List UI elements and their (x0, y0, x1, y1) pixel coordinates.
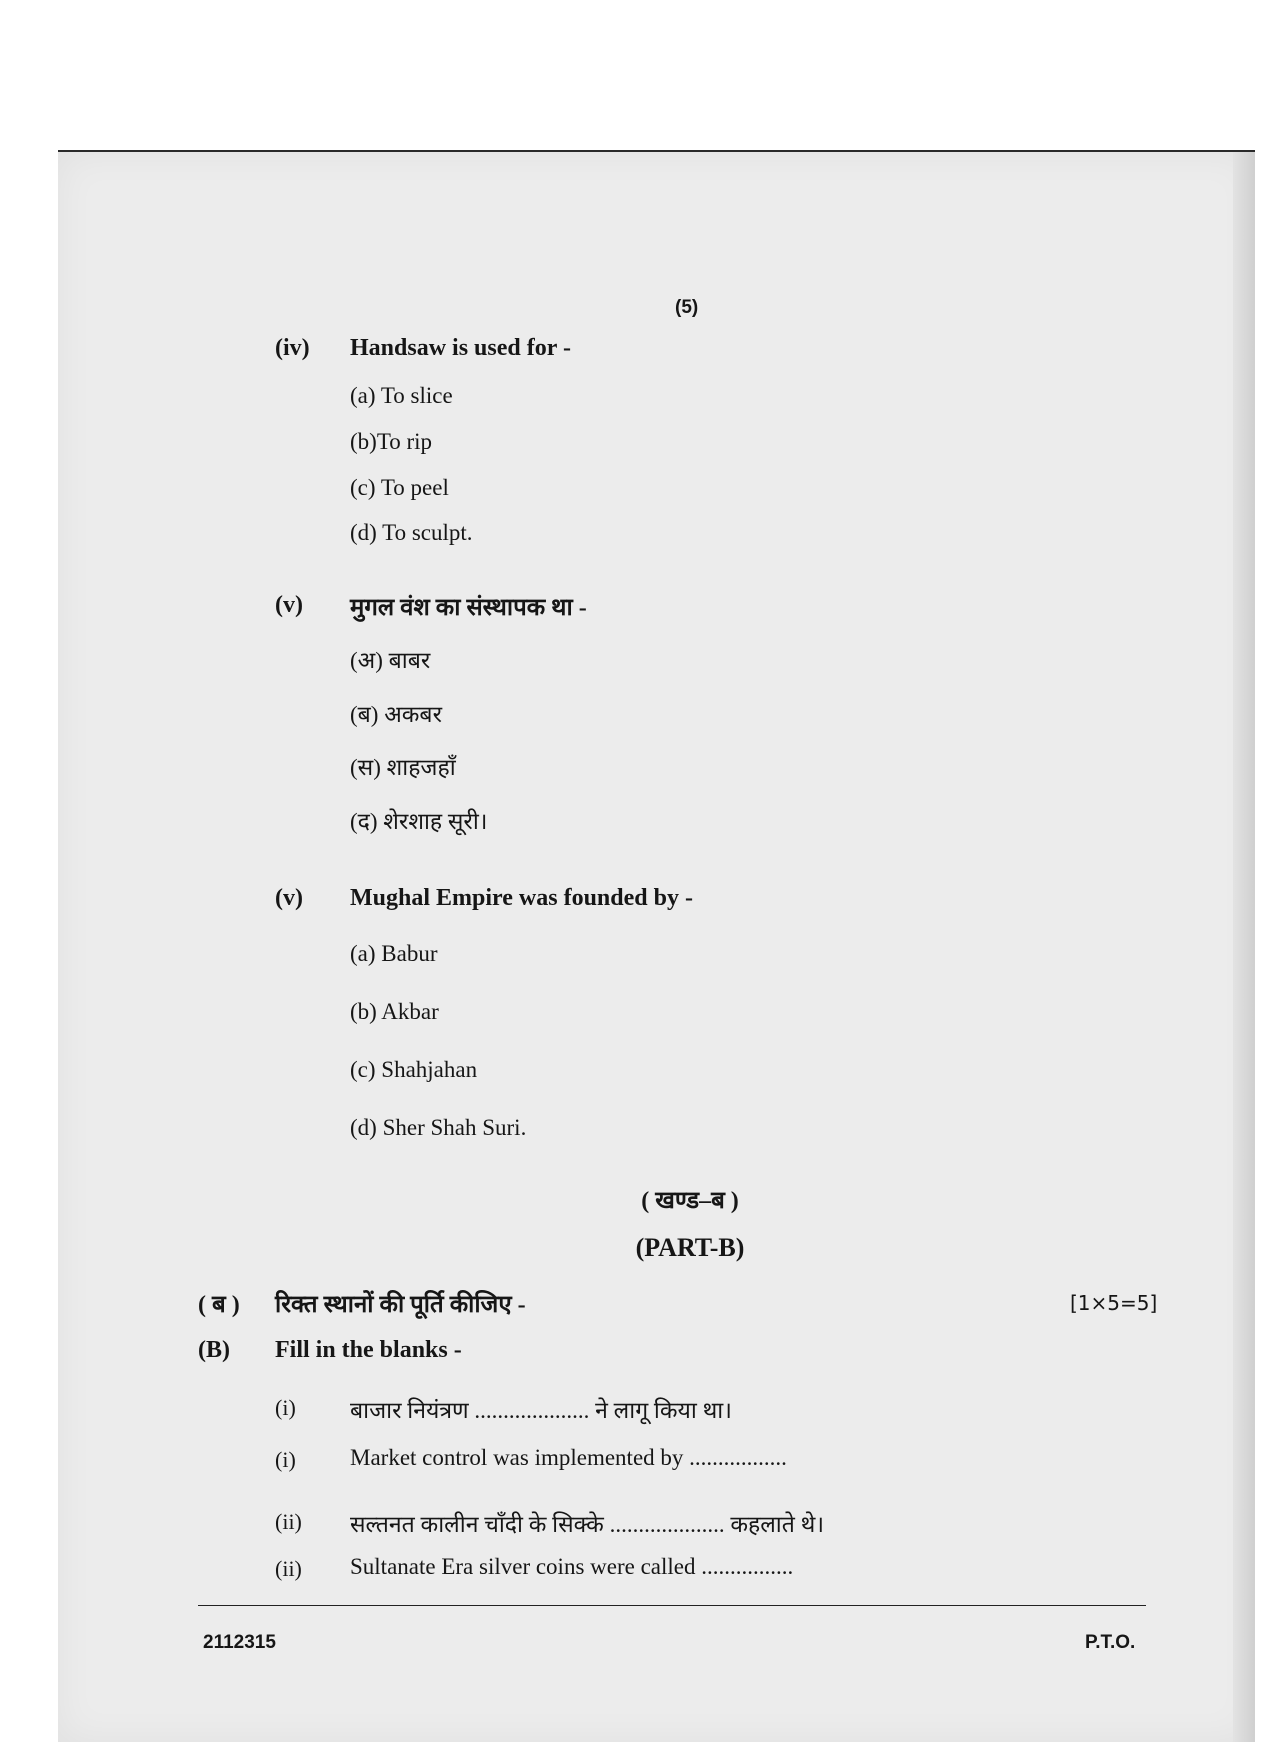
footer-divider (198, 1605, 1146, 1606)
question-iv-option-b: (b)To rip (350, 429, 433, 454)
question-v-hi-option-a: (अ) बाबर (350, 648, 431, 673)
question-iv-option-d: (d) To sculpt. (350, 520, 473, 545)
section-hi-label: ( ब ) (198, 1292, 240, 1318)
section-en-label: (B) (198, 1337, 230, 1363)
question-v-en-option-d: (d) Sher Shah Suri. (350, 1115, 527, 1140)
question-v-en-text: Mughal Empire was founded by - (350, 885, 693, 911)
question-iv-option-a: (a) To slice (350, 383, 453, 408)
question-v-hi-option-d: (द) शेरशाह सूरी। (350, 809, 488, 834)
section-marks: [1×5=5] (1070, 1291, 1158, 1315)
section-en-title: (PART-B) (635, 1233, 745, 1262)
blank-1-en-number: (i) (275, 1447, 296, 1472)
blank-2-hi-text: सल्तनत कालीन चाँदी के सिक्के .................... कहलाते थे। (350, 1512, 825, 1537)
question-v-hi-option-c: (स) शाहजहाँ (350, 755, 456, 780)
paper-code: 2112315 (203, 1632, 276, 1653)
blank-1-en-text: Market control was implemented by ................. (350, 1445, 787, 1470)
page-number: (5) (675, 297, 699, 318)
question-v-en-option-b: (b) Akbar (350, 999, 439, 1024)
question-v-en-option-c: (c) Shahjahan (350, 1057, 478, 1082)
section-hi-instruction: रिक्त स्थानों की पूर्ति कीजिए - (275, 1292, 526, 1318)
question-iv-text: Handsaw is used for - (350, 335, 571, 361)
question-v-hi-option-b: (ब) अकबर (350, 702, 442, 727)
question-v-hi-text: मुगल वंश का संस्थापक था - (350, 595, 587, 621)
exam-page (58, 150, 1255, 1742)
blank-2-hi-number: (ii) (275, 1509, 302, 1534)
blank-2-en-text: Sultanate Era silver coins were called ................ (350, 1554, 794, 1579)
blank-1-hi-number: (i) (275, 1395, 296, 1420)
section-hi-title: ( खण्ड–ब ) (641, 1188, 739, 1214)
blank-2-en-number: (ii) (275, 1556, 302, 1581)
question-v-hi-number: (v) (275, 592, 303, 618)
pto-label: P.T.O. (1085, 1632, 1136, 1653)
question-v-en-number: (v) (275, 885, 303, 911)
section-en-instruction: Fill in the blanks - (275, 1337, 462, 1363)
page-fold-shadow (1233, 152, 1255, 1742)
question-iv-number: (iv) (275, 335, 310, 361)
blank-1-hi-text: बाजार नियंत्रण .................... ने लागू किया था। (350, 1398, 732, 1423)
question-v-en-option-a: (a) Babur (350, 941, 438, 966)
question-iv-option-c: (c) To peel (350, 475, 449, 500)
